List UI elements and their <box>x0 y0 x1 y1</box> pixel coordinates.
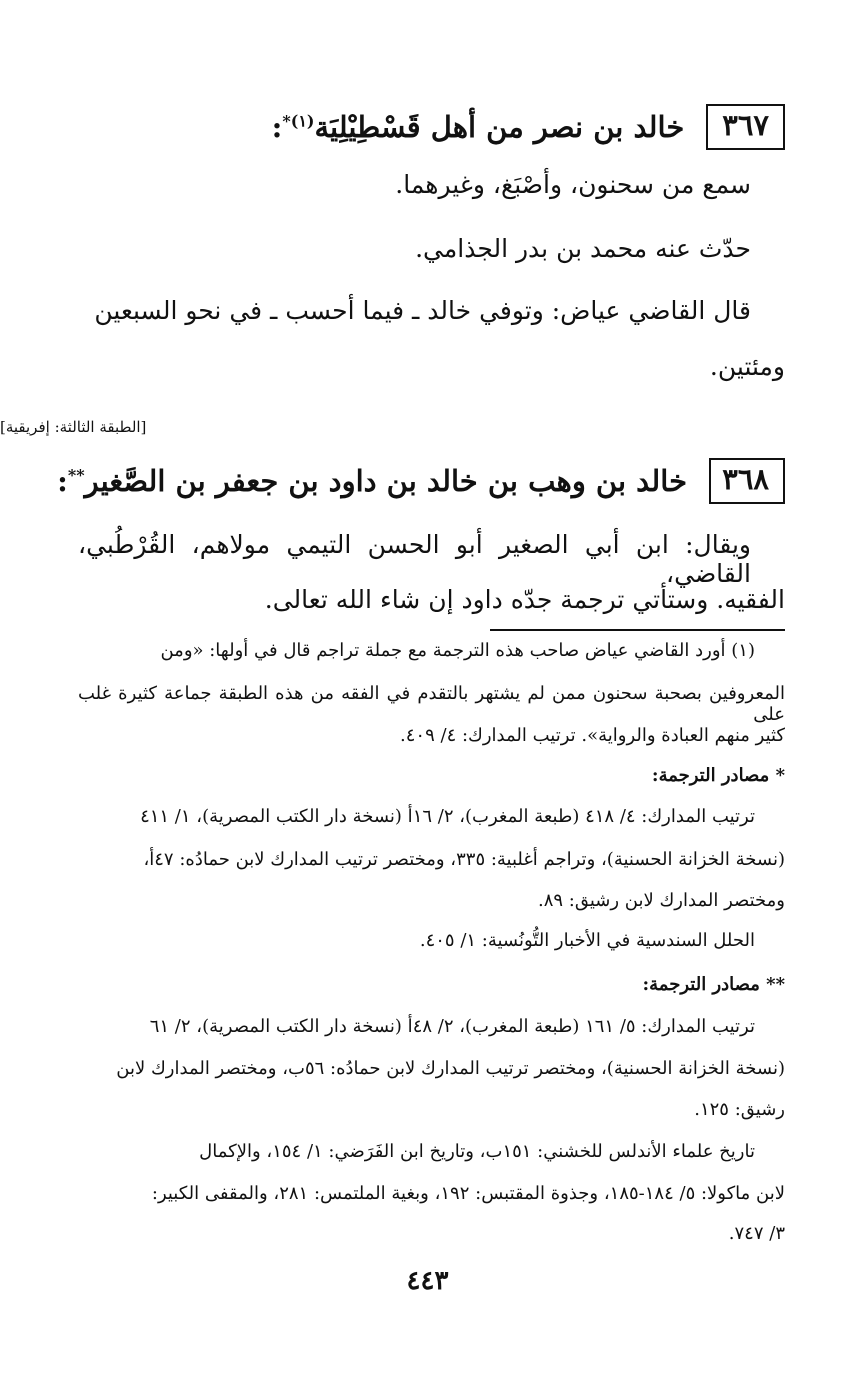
entry-367-heading <box>78 104 785 150</box>
entry-title <box>272 110 685 144</box>
entry-title-text: خالد بن نصر من أهل قَسْطِيْلِيَة <box>314 110 685 144</box>
entry-text-line: الفقيه. وستأتي ترجمة جدّه داود إن شاء الله تعالى. <box>264 585 785 614</box>
entry-text-line: قال القاضي عياض: وتوفي خالد ـ فيما أحسب ـ في نحو السبعين <box>94 296 751 325</box>
entry-text-line: ويقال: ابن أبي الصغير أبو الحسن التيمي مولاهم، القُرْطُبي، القاضي، <box>78 530 751 588</box>
source-line: ترتيب المدارك: ٥/ ١٦١ (طبعة المغرب)، ٢/ ٤٨أ (نسخة دار الكتب المصرية)، ٢/ ٦١ <box>149 1016 755 1037</box>
footnote-line: كثير منهم العبادة والرواية». ترتيب المدارك: ٤/ ٤٠٩. <box>400 725 785 746</box>
page-number: ٤٤٣ <box>406 1266 449 1296</box>
entry-title <box>57 464 687 498</box>
source-line: ومختصر المدارك لابن رشيق: ٨٩. <box>537 890 785 911</box>
source-line: الحلل السندسية في الأخبار التُّونُسية: ١/ ٤٠٥. <box>419 930 755 951</box>
source-line: تاريخ علماء الأندلس للخشني: ١٥١ب، وتاريخ ابن الفَرَضي: ١/ ١٥٤، والإكمال <box>199 1141 755 1162</box>
section-tag: [الطبقة الثالثة: إفريقية] <box>0 418 147 436</box>
sources-heading: ** مصادر الترجمة: <box>642 974 785 995</box>
footnote-line: المعروفين بصحبة سحنون ممن لم يشتهر بالتقدم في الفقه من هذه الطبقة جماعة كثيرة غلب على <box>78 683 785 725</box>
source-line: (نسخة الخزانة الحسنية)، وتراجم أغلبية: ٣٣٥، ومختصر ترتيب المدارك لابن حمادُه: ٤٧أ، <box>143 849 785 870</box>
footnote-line: (١) أورد القاضي عياض صاحب هذه الترجمة مع جملة تراجم قال في أولها: «ومن <box>160 640 755 661</box>
title-colon: : <box>271 110 283 144</box>
source-line: ٣/ ٧٤٧. <box>728 1223 785 1244</box>
footnote-marker: (١)* <box>282 111 315 131</box>
entry-number-box: ٣٦٨ <box>709 458 785 504</box>
entry-text-line: سمع من سحنون، وأصْبَغ، وغيرهما. <box>395 170 751 199</box>
source-line: ترتيب المدارك: ٤/ ٤١٨ (طبعة المغرب)، ٢/ ١٦أ (نسخة دار الكتب المصرية)، ١/ ٤١١ <box>140 806 755 827</box>
footnote-marker: ** <box>67 465 85 485</box>
entry-text-line: ومئتين. <box>709 352 785 381</box>
entry-text-line: حدّث عنه محمد بن بدر الجذامي. <box>415 234 751 263</box>
title-colon: : <box>57 464 68 498</box>
source-line: (نسخة الخزانة الحسنية)، ومختصر ترتيب المدارك لابن حمادُه: ٥٦ب، ومختصر المدارك لابن <box>116 1058 785 1079</box>
entry-title-text: خالد بن وهب بن خالد بن داود بن جعفر بن الصَّغير <box>84 464 687 498</box>
entry-368-heading <box>57 458 785 504</box>
sources-heading: * مصادر الترجمة: <box>651 765 785 786</box>
source-line: رشيق: ١٢٥. <box>694 1099 785 1120</box>
footnote-separator <box>490 629 785 631</box>
source-line: لابن ماكولا: ٥/ ١٨٤-١٨٥، وجذوة المقتبس: ١٩٢، وبغية الملتمس: ٢٨١، والمقفى الكبير: <box>151 1183 785 1204</box>
entry-number-box: ٣٦٧ <box>706 104 785 150</box>
